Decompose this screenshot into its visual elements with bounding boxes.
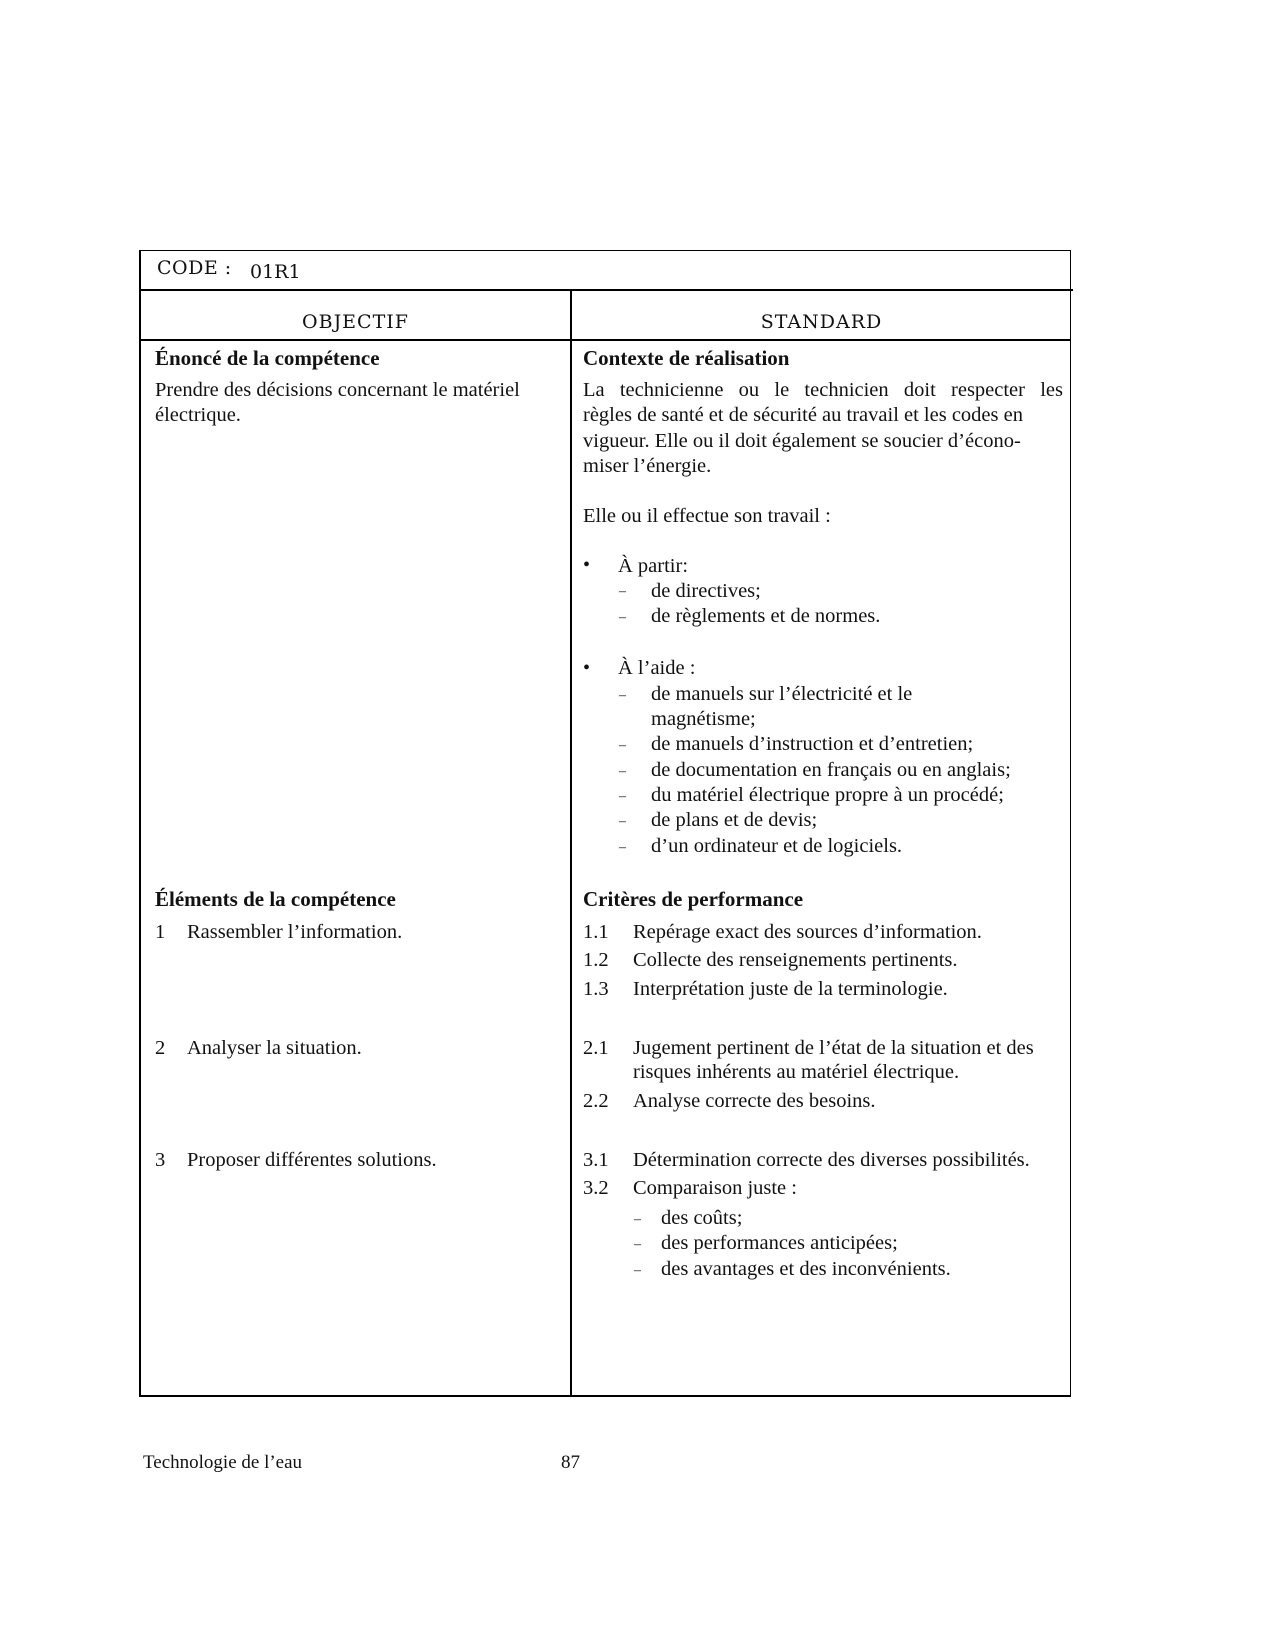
critere-number: 3.1 [583, 1149, 609, 1171]
bullet-icon: • [583, 554, 591, 576]
list-item: de directives; [651, 580, 761, 602]
critere-number: 2.2 [583, 1090, 609, 1112]
critere-text: Détermination correcte des diverses possibilités. [633, 1149, 1030, 1171]
list-item: de plans et de devis; [651, 809, 818, 831]
dash-icon: – [619, 688, 626, 703]
bullet-label-a-l-aide: À l’aide : [618, 657, 696, 679]
critere-text: Jugement pertinent de l’état de la situation et des [633, 1037, 1034, 1059]
critere-text-continuation: risques inhérents au matériel électrique. [633, 1061, 960, 1083]
dash-icon: – [619, 738, 626, 753]
list-item: de manuels d’instruction et d’entretien; [651, 733, 974, 755]
element-number: 2 [155, 1037, 166, 1059]
critere-number: 1.2 [583, 949, 609, 971]
enonce-title: Énoncé de la compétence [155, 346, 380, 370]
footer-title: Technologie de l’eau [143, 1452, 303, 1473]
code-value: 01R1 [250, 261, 301, 283]
critere-number: 2.1 [583, 1037, 609, 1059]
dash-icon: – [619, 764, 626, 779]
list-item: de règlements et de normes. [651, 605, 881, 627]
column-header-standard: STANDARD [760, 311, 883, 333]
element-text: Rassembler l’information. [187, 921, 403, 943]
criteres-title: Critères de performance [583, 887, 804, 911]
list-item: de manuels sur l’électricité et le [651, 683, 913, 705]
critere-number: 1.1 [583, 921, 609, 943]
element-text: Analyser la situation. [187, 1037, 362, 1059]
contexte-para-line-2: règles de santé et de sécurité au travail et les codes en [583, 404, 1023, 426]
contexte-para-line-1-text: La technicienne ou le technicien doit respecter les [583, 379, 1063, 401]
critere-sub-item: des performances anticipées; [661, 1232, 898, 1254]
dash-icon: – [634, 1212, 641, 1227]
enonce-text-line-2: électrique. [155, 404, 241, 426]
dash-icon: – [619, 610, 626, 625]
bullet-icon: • [583, 657, 591, 679]
contexte-para-line-4: miser l’énergie. [583, 455, 712, 477]
dash-icon: – [634, 1263, 641, 1278]
list-item: d’un ordinateur et de logiciels. [651, 835, 903, 857]
dash-icon: – [619, 814, 626, 829]
elements-title: Éléments de la compétence [155, 887, 396, 911]
enonce-text-line-1: Prendre des décisions concernant le matériel [155, 379, 520, 401]
column-header-divider [141, 339, 1071, 341]
element-number: 3 [155, 1149, 166, 1171]
list-item: du matériel électrique propre à un procédé; [651, 784, 1004, 806]
column-divider [570, 290, 572, 1395]
list-item: de documentation en français ou en anglais; [651, 759, 1011, 781]
critere-sub-item: des avantages et des inconvénients. [661, 1258, 951, 1280]
contexte-title: Contexte de réalisation [583, 346, 790, 370]
element-number: 1 [155, 921, 166, 943]
code-row-divider [141, 289, 1073, 291]
dash-icon: – [619, 789, 626, 804]
column-header-objectif: OBJECTIF [302, 311, 409, 333]
bullet-label-a-partir: À partir: [618, 555, 689, 577]
page-number: 87 [561, 1452, 580, 1473]
code-label: CODE : [157, 257, 232, 279]
contexte-intro: Elle ou il effectue son travail : [583, 505, 831, 527]
dash-icon: – [619, 840, 626, 855]
element-text: Proposer différentes solutions. [187, 1149, 437, 1171]
critere-number: 1.3 [583, 978, 609, 1000]
dash-icon: – [634, 1237, 641, 1252]
contexte-para-line-1 [583, 378, 1063, 403]
critere-number: 3.2 [583, 1177, 609, 1199]
critere-text: Repérage exact des sources d’information. [633, 921, 982, 943]
critere-text: Interprétation juste de la terminologie. [633, 978, 948, 1000]
critere-text: Collecte des renseignements pertinents. [633, 949, 958, 971]
critere-text: Comparaison juste : [633, 1177, 797, 1199]
dash-icon: – [619, 584, 626, 599]
critere-sub-item: des coûts; [661, 1207, 743, 1229]
list-item-continuation: magnétisme; [651, 708, 756, 730]
critere-text: Analyse correcte des besoins. [633, 1090, 876, 1112]
contexte-para-line-3: vigueur. Elle ou il doit également se soucier d’écono- [583, 430, 1021, 452]
